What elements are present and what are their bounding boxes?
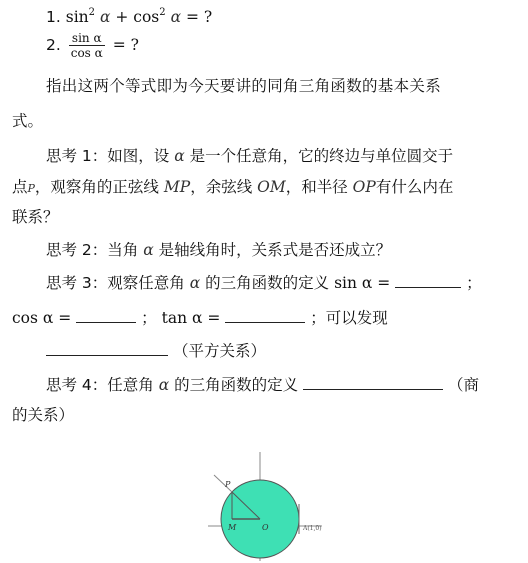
think1-mp: MP	[163, 178, 191, 196]
label-m: M	[228, 523, 237, 532]
q1-plus: +	[115, 8, 129, 26]
q1-eq: = ?	[185, 8, 213, 26]
q1-sup1: 2	[88, 7, 96, 18]
think4-text-a: 思考 4：任意角	[46, 376, 154, 394]
think1-line2	[12, 176, 453, 200]
think3-text-c: ；可以发现	[310, 309, 388, 327]
think3-semicolon: ；	[466, 274, 482, 292]
q1-cos: cos	[133, 8, 160, 26]
para1-line2: 式。	[12, 112, 44, 130]
label-a: A(1,0)	[303, 525, 322, 532]
think3-line3	[46, 340, 266, 362]
think2-line	[46, 239, 391, 261]
q1-number: 1.	[46, 8, 61, 26]
think3-sin: sin α =	[334, 274, 391, 292]
think4-text-c: （商	[448, 376, 480, 394]
q1-sin: sin	[65, 8, 89, 26]
quotient-relation-blank[interactable]	[303, 375, 443, 390]
think4-text-b: 的三角函数的定义	[174, 376, 299, 394]
question-2	[46, 28, 139, 62]
para1-line1: 指出这两个等式即为今天要讲的同角三角函数的基本关系	[46, 77, 442, 95]
think1-alpha: α	[174, 147, 185, 165]
q2-denominator: cos α	[70, 46, 103, 60]
think2-text-b: 是轴线角时，关系式是否还成立？	[158, 241, 392, 259]
sin-blank[interactable]	[395, 273, 461, 288]
label-p: P	[225, 480, 231, 489]
think1-text-g: 有什么内在	[375, 178, 454, 196]
think3-text-a: 思考 3：观察任意角	[46, 274, 185, 292]
think4-line1	[46, 374, 479, 396]
q2-number: 2.	[46, 36, 61, 54]
think1-point-p: P	[27, 182, 35, 195]
think1-text-b: 是一个任意角，它的终边与单位圆交于	[189, 147, 454, 165]
think2-alpha: α	[143, 241, 154, 259]
think1-text-d: ，观察角的正弦线	[34, 178, 159, 196]
think1-text-a: 思考 1：如图，设	[46, 147, 170, 165]
cos-blank[interactable]	[76, 308, 136, 323]
label-o: O	[262, 523, 269, 532]
think3-line1	[46, 272, 482, 294]
q1-alpha1: α	[99, 8, 111, 26]
think3-cos: cos α =	[12, 309, 72, 327]
think4-line2: 的关系）	[12, 406, 75, 424]
q2-numerator: sin α	[69, 31, 105, 46]
think3-alpha: α	[189, 274, 201, 292]
think4-alpha: α	[158, 376, 170, 394]
think1-om: OM	[257, 178, 286, 196]
think1-text-e: ，余弦线	[190, 178, 253, 196]
think1-text-c: 点	[12, 178, 28, 196]
think3-semicolon-2: ；	[141, 309, 157, 327]
think1-text-f: ，和半径	[285, 178, 348, 196]
think2-text-a: 思考 2：当角	[46, 241, 139, 259]
think3-text-d: （平方关系）	[172, 342, 266, 360]
think3-text-b: 的三角函数的定义	[205, 274, 330, 292]
think3-line2	[12, 307, 388, 329]
think3-tan: tan α =	[161, 309, 221, 327]
think1-op: OP	[352, 178, 376, 196]
q2-fraction	[69, 31, 105, 60]
q1-alpha2: α	[170, 8, 182, 26]
think1-line3: 联系？	[12, 208, 59, 226]
q2-eq: = ?	[112, 36, 139, 54]
square-relation-blank[interactable]	[46, 341, 168, 356]
tan-blank[interactable]	[225, 308, 305, 323]
q1-sup2: 2	[159, 7, 166, 18]
think1-line1	[46, 145, 453, 167]
unit-circle-figure	[200, 440, 340, 563]
